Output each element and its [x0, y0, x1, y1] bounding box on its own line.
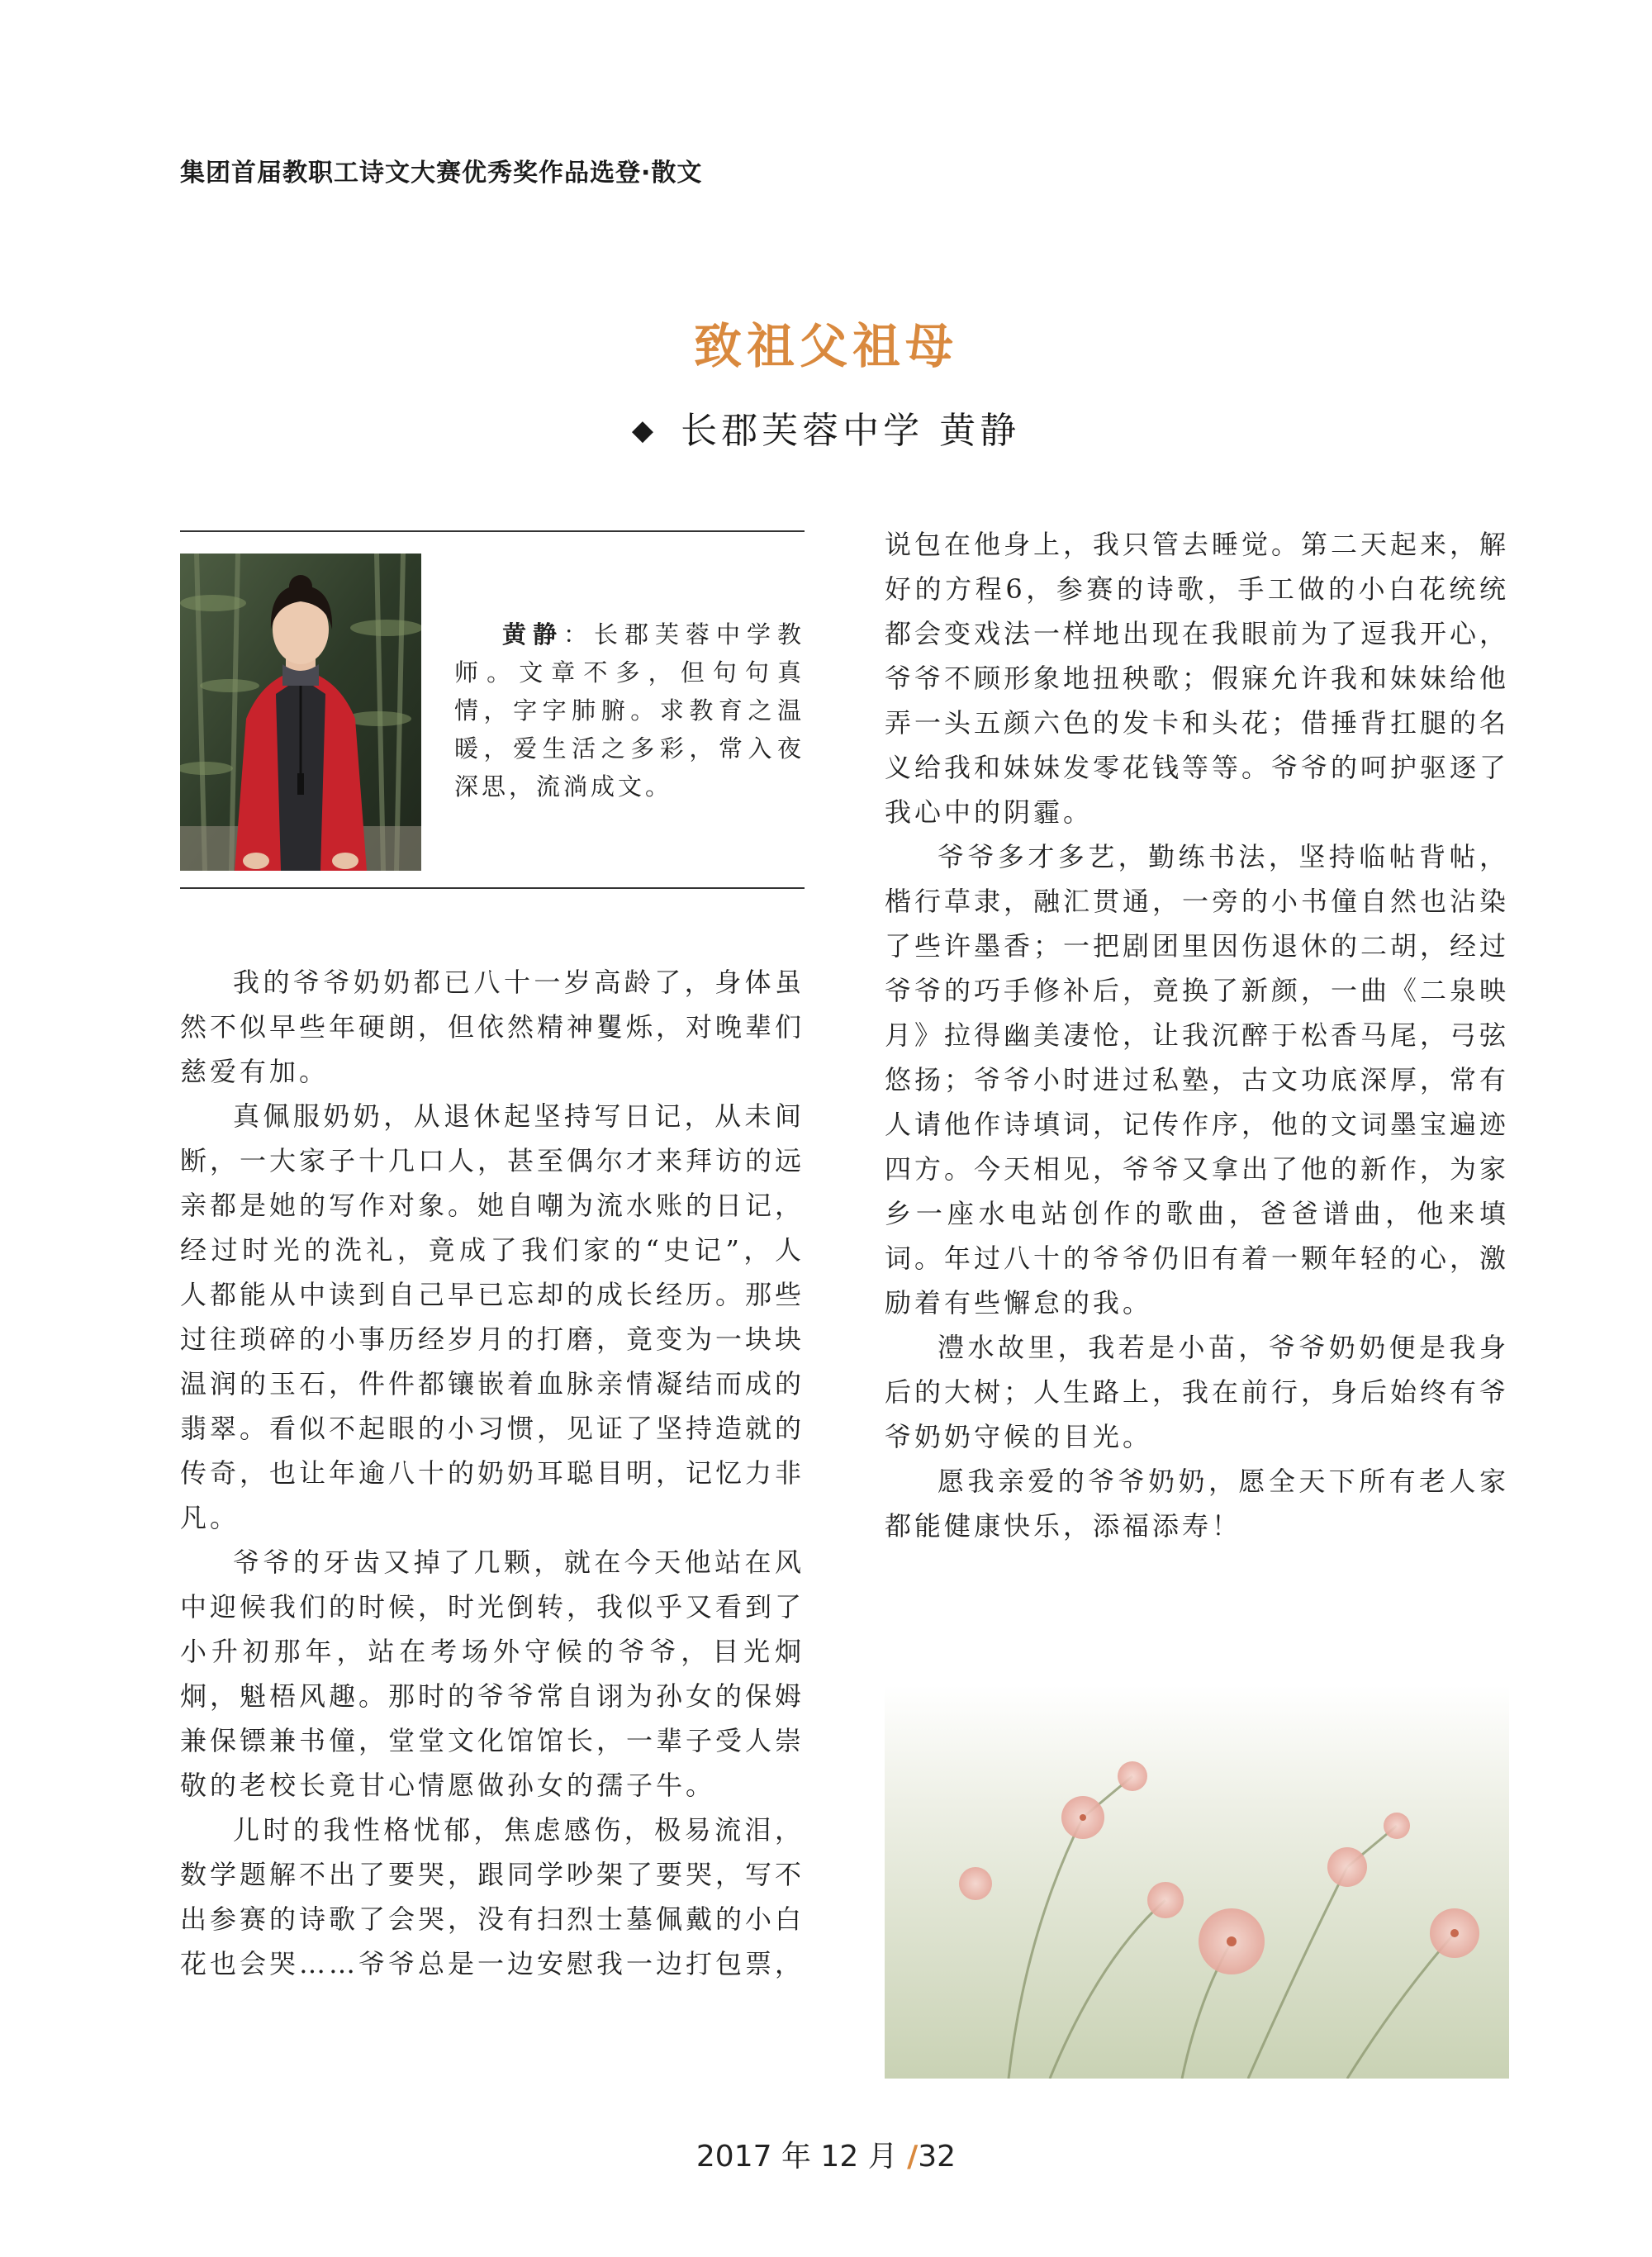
diamond-icon: ◆ — [631, 414, 658, 447]
flower-illustration — [885, 1685, 1509, 2079]
bio-text: ：长郡芙蓉中学教师。文章不多，但句句真情，字字肺腑。求教育之温暖，爱生活之多彩，常入夜深思，流淌成文。 — [454, 620, 805, 801]
paragraph: 儿时的我性格忧郁，焦虑感伤，极易流泪，数学题解不出了要哭，跟同学吵架了要哭，写不出参赛的诗歌了会哭，没有扫烈士墓佩戴的小白花也会哭……爷爷总是一边安慰我一边打包票， — [180, 1814, 805, 1979]
bio-top-rule — [180, 530, 805, 532]
author-bio — [454, 615, 805, 805]
author-photo — [180, 554, 421, 871]
paragraph: 真佩服奶奶，从退休起坚持写日记，从未间断，一大家子十几口人，甚至偶尔才来拜访的远亲都是她的写作对象。她自嘲为流水账的日记，经过时光的洗礼，竟成了我们家的“史记”，人人都能从中读到自己早已忘却的成长经历。那些过往琐碎的小事历经岁月的打磨，竟变为一块块温润的玉石，件件都镶嵌着血脉亲情凝结而成的翡翠。看似不起眼的小习惯，见证了坚持造就的传奇，也让年逾八十的奶奶耳聪目明，记忆力非凡。 — [180, 1100, 805, 1533]
right-column — [885, 522, 1509, 1548]
bio-bottom-rule — [180, 887, 805, 889]
bio-name: 黄静 — [502, 620, 563, 649]
paragraph: 我的爷爷奶奶都已八十一岁高龄了，身体虽然不似早些年硬朗，但依然精神矍烁，对晚辈们慈爱有加。 — [180, 967, 805, 1087]
paragraph: 愿我亲爱的爷爷奶奶，愿全天下所有老人家都能健康快乐，添福添寿！ — [885, 1466, 1509, 1542]
article-title: 致祖父祖母 — [693, 318, 958, 374]
paragraph-continuation: 说包在他身上，我只管去睡觉。第二天起来，解好的方程6，参赛的诗歌，手工做的小白花统统都会变戏法一样地出现在我眼前为了逗我开心，爷爷不顾形象地扭秧歌；假寐允许我和妹妹给他弄一头五颜六色的发卡和头花；借捶背扛腿的名义给我和妹妹发零花钱等等。爷爷的呵护驱逐了我心中的阴霾。 — [885, 529, 1510, 828]
author-line: 长郡芙蓉中学 黄静 — [681, 410, 1021, 452]
slash-mark: / — [907, 2140, 919, 2174]
paragraph: 爷爷的牙齿又掉了几颗，就在今天他站在风中迎候我们的时候，时光倒转，我似乎又看到了小升初那年，站在考场外守候的爷爷，目光炯炯，魁梧风趣。那时的爷爷常自诩为孙女的保姆兼保镖兼书僮，堂堂文化馆馆长，一辈子受人崇敬的老校长竟甘心情愿做孙女的孺子牛。 — [180, 1547, 805, 1801]
page-footer — [0, 2133, 1652, 2175]
section-header: 集团首届教职工诗文大赛优秀奖作品选登·散文 — [180, 159, 703, 188]
page-number: 32 — [918, 2140, 957, 2174]
paragraph: 澧水故里，我若是小苗，爷爷奶奶便是我身后的大树；人生路上，我在前行，身后始终有爷爷奶奶守候的目光。 — [885, 1332, 1510, 1452]
issue-date: 2017 年 12 月 — [695, 2140, 898, 2174]
byline — [0, 401, 1652, 454]
left-column — [180, 960, 805, 1986]
paragraph: 爷爷多才多艺，勤练书法，坚持临帖背帖，楷行草隶，融汇贯通，一旁的小书僮自然也沾染了些许墨香；一把剧团里因伤退休的二胡，经过爷爷的巧手修补后，竟换了新颜，一曲《二泉映月》拉得幽美凄怆，让我沉醉于松香马尾，弓弦悠扬；爷爷小时进过私塾，古文功底深厚，常有人请他作诗填词，记传作序，他的文词墨宝遍迹四方。今天相见，爷爷又拿出了他的新作，为家乡一座水电站创作的歌曲，爸爸谱曲，他来填词。年过八十的爷爷仍旧有着一颗年轻的心，激励着有些懈怠的我。 — [885, 841, 1510, 1319]
